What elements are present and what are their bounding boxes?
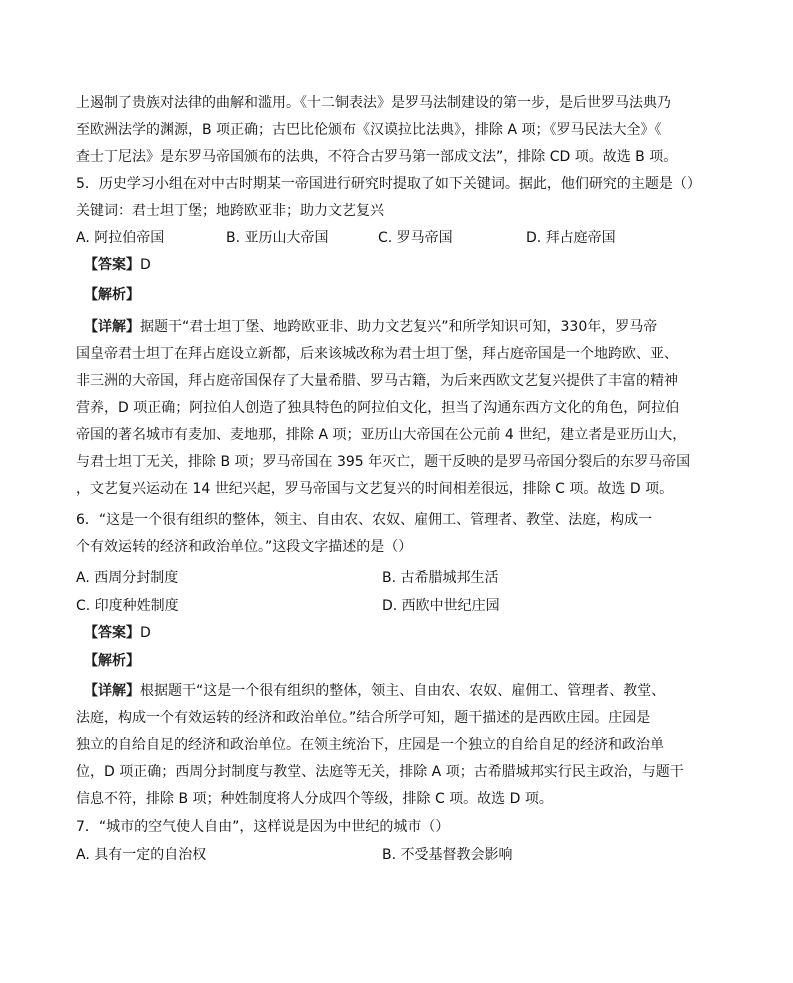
q6-option-c: C. 印度种姓制度 xyxy=(76,598,179,614)
q5-option-b: B. 亚历山大帝国 xyxy=(226,230,329,246)
q6-answer-tag: 【答案】 xyxy=(84,625,140,641)
q6-detail-line-3: 独立的自给自足的经济和政治单位。在领主统治下，庄园是一个独立的自给自足的经济和政治单 xyxy=(76,737,664,753)
q5-detail-line-7: ，文艺复兴运动在 14 世纪兴起，罗马帝国与文艺复兴的时间相差很远，排除 C 项。故选 D 项。 xyxy=(76,481,674,497)
q5-detail-tag: 【详解】 xyxy=(84,319,140,335)
q5-keywords: 关键词：君士坦丁堡；地跨欧亚非；助力文艺复兴 xyxy=(76,203,384,219)
q5-answer xyxy=(84,256,151,274)
q5-option-c: C. 罗马帝国 xyxy=(378,230,453,246)
q6-stem-line-1: 6．“这是一个很有组织的整体，领主、自由农、农奴、雇佣工、管理者、教堂、法庭，构成一 xyxy=(76,512,653,528)
q6-option-b: B. 古希腊城邦生活 xyxy=(382,570,499,586)
q5-detail-line-5: 帝国的著名城市有麦加、麦地那，排除 A 项；亚历山大帝国在公元前 4 世纪，建立者是亚历山大， xyxy=(76,427,687,443)
q5-option-a: A. 阿拉伯帝国 xyxy=(76,230,165,246)
q5-answer-tag: 【答案】 xyxy=(84,257,140,273)
q7-stem: 7．“城市的空气使人自由”，这样说是因为中世纪的城市（） xyxy=(76,819,450,835)
q4-tail-line-1: 上遏制了贵族对法律的曲解和滥用。《十二铜表法》是罗马法制建设的第一步，是后世罗马法典乃 xyxy=(76,95,671,111)
q5-analysis-tag xyxy=(84,286,140,304)
q5-answer-value: D xyxy=(140,257,151,273)
q5-analysis-label: 【解析】 xyxy=(84,287,140,303)
q5-detail-line-6: 与君士坦丁无关，排除 B 项；罗马帝国在 395 年灭亡，题干反映的是罗马帝国分裂后的东罗马帝国 xyxy=(76,454,691,470)
q6-detail-line-4: 位，D 项正确；西周分封制度与教堂、法庭等无关，排除 A 项；古希腊城邦实行民主政治，与题干 xyxy=(76,764,684,780)
q6-detail-line-1 xyxy=(84,682,724,700)
q6-option-d: D. 西欧中世纪庄园 xyxy=(382,598,500,614)
q7-option-b: B. 不受基督教会影响 xyxy=(382,847,513,863)
q6-detail-text-1: 根据题干“这是一个很有组织的整体，领主、自由农、农奴、雇佣工、管理者、教堂、 xyxy=(140,683,666,699)
q5-option-d: D. 拜占庭帝国 xyxy=(526,230,616,246)
q6-detail-tag: 【详解】 xyxy=(84,683,140,699)
q6-detail-line-5: 信息不符，排除 B 项；种姓制度将人分成四个等级，排除 C 项。故选 D 项。 xyxy=(76,791,553,807)
q6-answer xyxy=(84,624,151,642)
q6-detail-line-2: 法庭，构成一个有效运转的经济和政治单位。”结合所学可知，题干描述的是西欧庄园。庄园是 xyxy=(76,710,651,726)
q5-detail-line-2: 国皇帝君士坦丁在拜占庭设立新都，后来该城改称为君士坦丁堡，拜占庭帝国是一个地跨欧、亚、 xyxy=(76,346,678,362)
q6-analysis-label: 【解析】 xyxy=(84,653,140,669)
q5-detail-line-1 xyxy=(84,318,724,336)
q5-detail-text-1: 据题干“君士坦丁堡、地跨欧亚非、助力文艺复兴”和所学知识可知，330年，罗马帝 xyxy=(140,319,658,335)
q5-detail-line-4: 营养，D 项正确；阿拉伯人创造了独具特色的阿拉伯文化，担当了沟通东西方文化的角色，阿拉伯 xyxy=(76,400,680,416)
q7-option-a: A. 具有一定的自治权 xyxy=(76,847,207,863)
q6-option-a: A. 西周分封制度 xyxy=(76,570,179,586)
q6-analysis-tag xyxy=(84,652,140,670)
q4-tail-line-2: 至欧洲法学的渊源，B 项正确；古巴比伦颁布《汉谟拉比法典》，排除 A 项；《罗马民法大全》《 xyxy=(76,122,662,138)
q5-stem: 5．历史学习小组在对中古时期某一帝国进行研究时提取了如下关键词。据此，他们研究的主题是（） xyxy=(76,176,701,192)
q6-answer-value: D xyxy=(140,625,151,641)
q4-tail-line-3: 查士丁尼法》是东罗马帝国颁布的法典，不符合古罗马第一部成文法”，排除 CD 项。故选 B 项。 xyxy=(76,149,678,165)
q6-stem-line-2: 个有效运转的经济和政治单位。”这段文字描述的是（） xyxy=(76,539,413,555)
q5-detail-line-3: 非三洲的大帝国，拜占庭帝国保存了大量希腊、罗马古籍，为后来西欧文艺复兴提供了丰富的精神 xyxy=(76,373,678,389)
